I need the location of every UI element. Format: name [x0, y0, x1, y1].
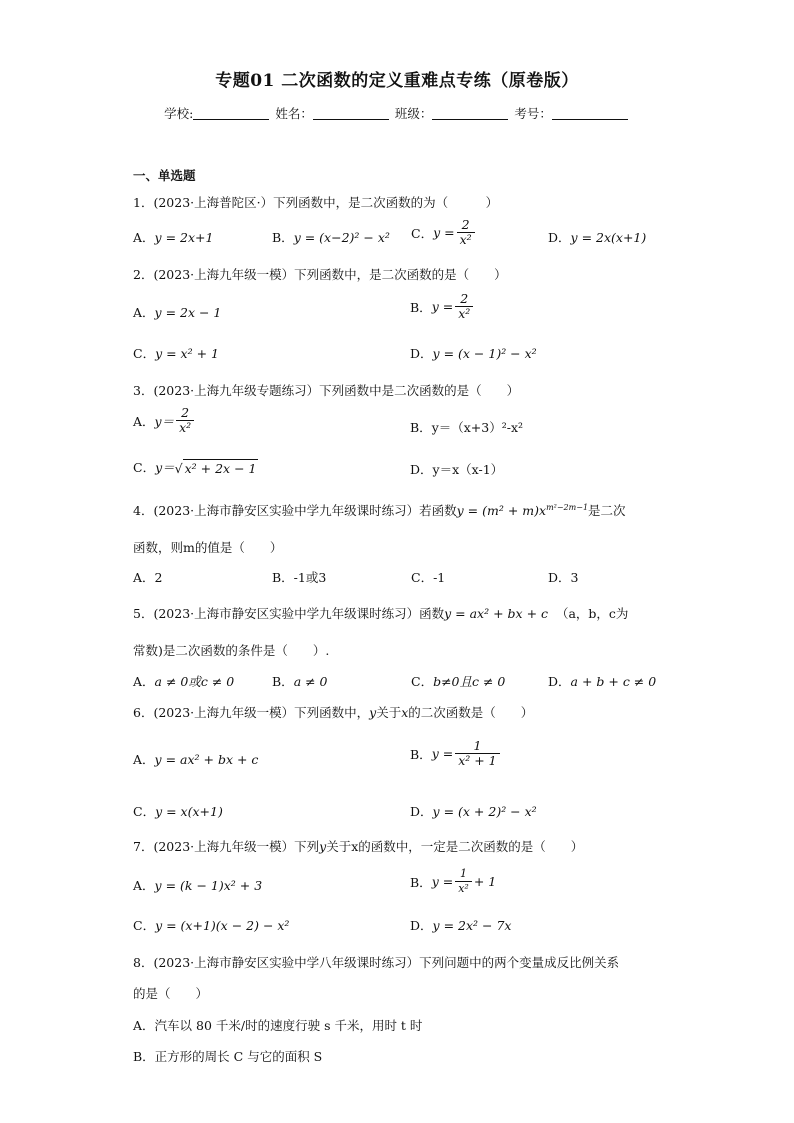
q3-option-d: D． y＝x（x-1） [410, 462, 504, 477]
q3-option-b: B． y＝（x+3）²-x² [410, 420, 524, 435]
name-label: 姓名： [275, 106, 313, 121]
q6-option-a: A． y = ax² + bx + c [133, 751, 259, 767]
q5-option-b: B． a ≠ 0 [272, 673, 328, 689]
q4-option-a: A．2 [133, 570, 163, 585]
q4-option-c: C．-1 [411, 570, 446, 585]
question-5-stem-line2: 常数)是二次函数的条件是（ ）. [133, 643, 330, 658]
q4-option-d: D．3 [548, 570, 579, 585]
q2-option-c: C． y = x² + 1 [133, 345, 219, 361]
question-4-stem-line2: 函数，则m的值是（ ） [133, 540, 283, 555]
question-8-stem: 8．(2023·上海市静安区实验中学八年级课时练习）下列问题中的两个变量成反比例关系 [133, 955, 620, 970]
q3-c-sqrt: √ x² + 2x − 1 [174, 460, 257, 476]
q1-option-a: A． y = 2x+1 [133, 229, 214, 245]
question-2-stem: 2．(2023·上海九年级一模）下列函数中，是二次函数的是（ ） [133, 267, 507, 282]
q8-option-b: B．正方形的周长 C 与它的面积 S [133, 1049, 323, 1064]
question-4-stem: 4．(2023·上海市静安区实验中学九年级课时练习）若函数$y = (m^2 + m)x^{m^2-2m-1}$是二次 [133, 502, 626, 518]
class-blank [432, 107, 508, 120]
q3-a-fraction: $\frac{2}{\text{x²}}$ [176, 406, 194, 435]
q1-c-fraction: $\frac{2}{\text{x²}}$ [457, 218, 475, 247]
number-blank [552, 107, 628, 120]
q5-option-d: D． a + b + c ≠ 0 [548, 673, 657, 689]
q1-option-c: C． y = $\frac{2}{\text{x²}}$ [411, 218, 477, 247]
number-label: 考号： [514, 106, 552, 121]
q6-option-d: D． y = (x + 2)² − x² [410, 803, 537, 819]
q5-option-a: A． a ≠ 0或c ≠ 0 [133, 674, 235, 689]
q2-b-fraction: $\frac{2}{\text{x²}}$ [455, 292, 473, 321]
q2-option-a: A． y = 2x − 1 [133, 304, 222, 320]
q7-option-a: A． y = (k − 1)x² + 3 [133, 877, 263, 893]
student-info-line [0, 104, 794, 122]
question-5-stem: 5．(2023·上海市静安区实验中学九年级课时练习）函数y = ax² + bx + c （a，b，c为 [133, 606, 629, 621]
q3-option-a: A． y＝ $\frac{2}{\text{x²}}$ [133, 406, 196, 435]
name-blank [313, 107, 389, 120]
q7-option-b: B． y = $\frac{1}{\text{x²}}$ + 1 [410, 867, 497, 895]
question-8-stem-line2: 的是（ ） [133, 986, 209, 1001]
q4-option-b: B．-1或3 [272, 570, 327, 585]
class-label: 班级： [394, 106, 433, 121]
q1-option-d: D． y = 2x(x+1) [548, 229, 647, 245]
question-6-stem: 6．(2023·上海九年级一模）下列函数中，y关于x的二次函数是（ ） [133, 705, 534, 720]
question-3-stem: 3．(2023·上海九年级专题练习）下列函数中是二次函数的是（ ） [133, 383, 520, 398]
question-7-stem: 7．(2023·上海九年级一模）下列y关于x的函数中，一定是二次函数的是（ ） [133, 839, 584, 854]
question-1-stem: 1．(2023·上海普陀区·）下列函数中，是二次函数的为（ ） [133, 195, 499, 210]
q6-option-b: B． y = $\frac{1}{\text{x² + 1}}$ [410, 739, 502, 768]
school-label: 学校: [164, 106, 194, 121]
q7-option-d: D． y = 2x² − 7x [410, 917, 512, 933]
q7-option-c: C． y = (x+1)(x − 2) − x² [133, 917, 290, 933]
q2-option-b: B． y = $\frac{2}{\text{x²}}$ [410, 292, 475, 321]
q7-b-fraction: $\frac{1}{\text{x²}}$ [455, 867, 472, 896]
q6-b-fraction: $\frac{1}{\text{x² + 1}}$ [455, 739, 499, 768]
q5-option-c: C． b≠0且c ≠ 0 [411, 674, 506, 689]
q3-option-c: C． y＝ √ x² + 2x − 1 [133, 460, 257, 476]
q1-option-b: B． y = (x−2)² − x² [272, 229, 390, 245]
q6-option-c: C． y = x(x+1) [133, 803, 223, 819]
school-blank [193, 107, 269, 120]
q2-option-d: D． y = (x − 1)² − x² [410, 345, 537, 361]
q8-option-a: A．汽车以 80 千米/时的速度行驶 s 千米，用时 t 时 [133, 1018, 423, 1033]
page-title: 专题01 二次函数的定义重难点专练（原卷版） [215, 71, 579, 91]
section-heading: 一、单选题 [133, 168, 196, 183]
